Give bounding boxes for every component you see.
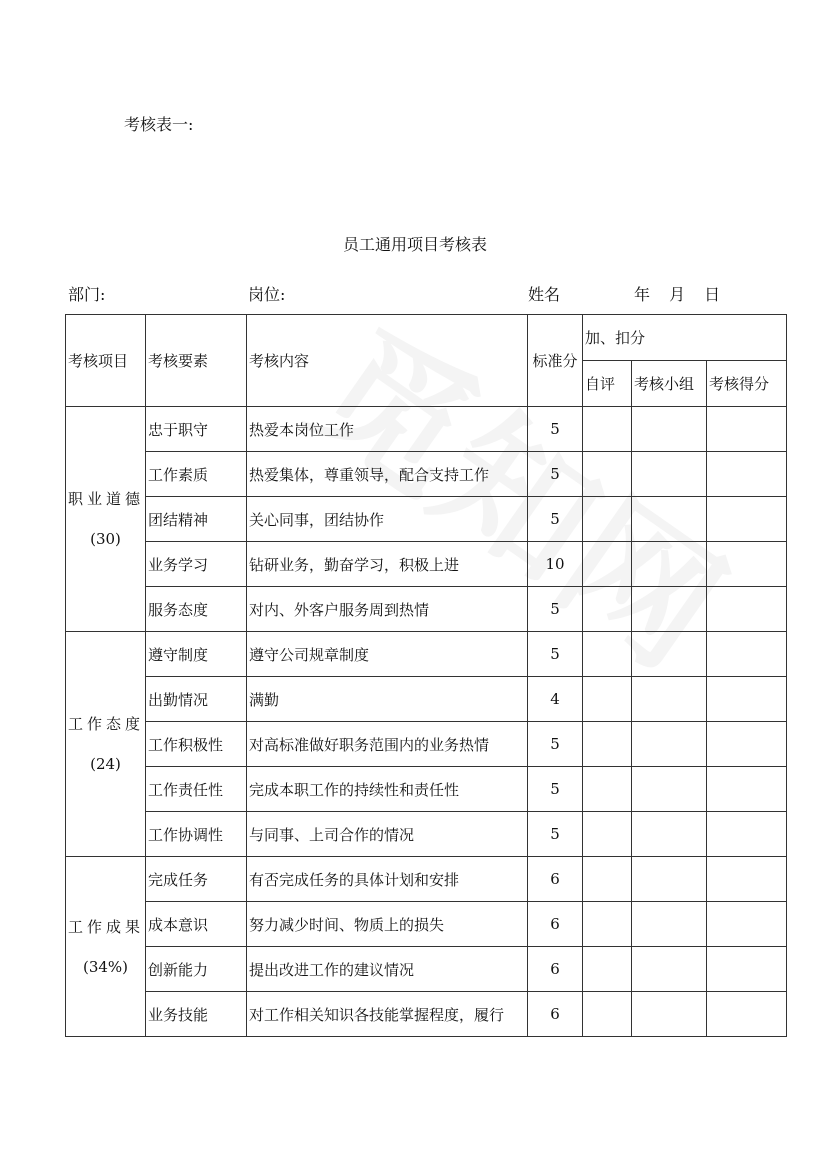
table-row: [66, 902, 787, 947]
table-row: [66, 722, 787, 767]
self-score-cell[interactable]: [583, 407, 632, 452]
self-score-cell[interactable]: [583, 632, 632, 677]
header-adjust: 加、扣分: [583, 315, 787, 361]
group-score-cell[interactable]: [632, 452, 707, 497]
header-standard: 标准分: [528, 315, 583, 407]
category-weight: (30): [90, 530, 121, 548]
content-cell: 热爱本岗位工作: [247, 407, 528, 452]
element-cell: 忠于职守: [146, 407, 247, 452]
table-row: [66, 542, 787, 587]
date-label: 年 月 日: [634, 285, 721, 304]
standard-score-cell: 6: [528, 992, 583, 1037]
group-score-cell[interactable]: [632, 992, 707, 1037]
self-score-cell[interactable]: [583, 497, 632, 542]
header-content: 考核内容: [247, 315, 528, 407]
content-cell: 有否完成任务的具体计划和安排: [247, 857, 528, 902]
standard-score-cell: 5: [528, 497, 583, 542]
self-score-cell[interactable]: [583, 587, 632, 632]
category-name: 工作态度: [68, 715, 145, 733]
content-cell: 关心同事，团结协作: [247, 497, 528, 542]
standard-score-cell: 6: [528, 902, 583, 947]
standard-score-cell: 5: [528, 767, 583, 812]
self-score-cell[interactable]: [583, 992, 632, 1037]
table-row: [66, 452, 787, 497]
content-cell: 遵守公司规章制度: [247, 632, 528, 677]
intro-label: 考核表一:: [124, 115, 194, 134]
self-score-cell[interactable]: [583, 542, 632, 587]
department-label: 部门:: [68, 285, 106, 304]
element-cell: 工作协调性: [146, 812, 247, 857]
category-cell: [66, 407, 146, 632]
final-score-cell[interactable]: [707, 992, 787, 1037]
element-cell: 成本意识: [146, 902, 247, 947]
category-cell: [66, 632, 146, 857]
group-score-cell[interactable]: [632, 407, 707, 452]
element-cell: 创新能力: [146, 947, 247, 992]
table-row: [66, 767, 787, 812]
content-cell: 提出改进工作的建议情况: [247, 947, 528, 992]
table-row: [66, 632, 787, 677]
group-score-cell[interactable]: [632, 497, 707, 542]
self-score-cell[interactable]: [583, 677, 632, 722]
table-row: [66, 857, 787, 902]
category-name: 工作成果: [68, 917, 145, 936]
category-weight: (34%): [82, 957, 129, 976]
content-cell: 努力减少时间、物质上的损失: [247, 902, 528, 947]
header-group: 考核小组: [632, 361, 707, 407]
standard-score-cell: 6: [528, 947, 583, 992]
content-cell: 与同事、上司合作的情况: [247, 812, 528, 857]
final-score-cell[interactable]: [707, 587, 787, 632]
element-cell: 完成任务: [146, 857, 247, 902]
element-cell: 业务技能: [146, 992, 247, 1037]
group-score-cell[interactable]: [632, 722, 707, 767]
header-score: 考核得分: [707, 361, 787, 407]
table-row: [66, 677, 787, 722]
element-cell: 服务态度: [146, 587, 247, 632]
element-cell: 工作素质: [146, 452, 247, 497]
final-score-cell[interactable]: [707, 902, 787, 947]
final-score-cell[interactable]: [707, 632, 787, 677]
group-score-cell[interactable]: [632, 812, 707, 857]
standard-score-cell: 10: [528, 542, 583, 587]
table-row: [66, 407, 787, 452]
position-label: 岗位:: [248, 285, 286, 304]
final-score-cell[interactable]: [707, 677, 787, 722]
standard-score-cell: 5: [528, 407, 583, 452]
group-score-cell[interactable]: [632, 542, 707, 587]
standard-score-cell: 5: [528, 452, 583, 497]
element-cell: 工作积极性: [146, 722, 247, 767]
self-score-cell[interactable]: [583, 452, 632, 497]
content-cell: 对工作相关知识各技能掌握程度，履行: [247, 992, 528, 1037]
element-cell: 业务学习: [146, 542, 247, 587]
element-cell: 工作责任性: [146, 767, 247, 812]
group-score-cell[interactable]: [632, 947, 707, 992]
category-cell: [66, 857, 146, 1037]
group-score-cell[interactable]: [632, 767, 707, 812]
table-row: [66, 992, 787, 1037]
content-cell: 热爱集体，尊重领导，配合支持工作: [247, 452, 528, 497]
standard-score-cell: 5: [528, 587, 583, 632]
self-score-cell[interactable]: [583, 902, 632, 947]
header-self: 自评: [583, 361, 632, 407]
self-score-cell[interactable]: [583, 857, 632, 902]
self-score-cell[interactable]: [583, 947, 632, 992]
content-cell: 钻研业务，勤奋学习，积极上进: [247, 542, 528, 587]
element-cell: 出勤情况: [146, 677, 247, 722]
table-row: [66, 947, 787, 992]
final-score-cell[interactable]: [707, 947, 787, 992]
final-score-cell[interactable]: [707, 767, 787, 812]
self-score-cell[interactable]: [583, 767, 632, 812]
final-score-cell[interactable]: [707, 452, 787, 497]
final-score-cell[interactable]: [707, 722, 787, 767]
table-title: 员工通用项目考核表: [342, 235, 487, 254]
group-score-cell[interactable]: [632, 857, 707, 902]
standard-score-cell: 6: [528, 857, 583, 902]
standard-score-cell: 5: [528, 812, 583, 857]
element-cell: 团结精神: [146, 497, 247, 542]
content-cell: 对高标准做好职务范围内的业务热情: [247, 722, 528, 767]
standard-score-cell: 5: [528, 632, 583, 677]
table-row: [66, 497, 787, 542]
standard-score-cell: 4: [528, 677, 583, 722]
final-score-cell[interactable]: [707, 857, 787, 902]
header-element: 考核要素: [146, 315, 247, 407]
group-score-cell[interactable]: [632, 587, 707, 632]
category-weight: (24): [90, 755, 121, 773]
standard-score-cell: 5: [528, 722, 583, 767]
self-score-cell[interactable]: [583, 812, 632, 857]
table-row: [66, 587, 787, 632]
content-cell: 满勤: [247, 677, 528, 722]
content-cell: 对内、外客户服务周到热情: [247, 587, 528, 632]
name-label: 姓名: [528, 285, 561, 304]
table-row: [66, 812, 787, 857]
group-score-cell[interactable]: [632, 677, 707, 722]
element-cell: 遵守制度: [146, 632, 247, 677]
final-score-cell[interactable]: [707, 812, 787, 857]
header-project: 考核项目: [66, 315, 146, 407]
group-score-cell[interactable]: [632, 632, 707, 677]
assessment-table: [65, 314, 787, 1037]
final-score-cell[interactable]: [707, 497, 787, 542]
content-cell: 完成本职工作的持续性和责任性: [247, 767, 528, 812]
final-score-cell[interactable]: [707, 542, 787, 587]
category-name: 职业道德: [68, 490, 145, 508]
final-score-cell[interactable]: [707, 407, 787, 452]
group-score-cell[interactable]: [632, 902, 707, 947]
self-score-cell[interactable]: [583, 722, 632, 767]
